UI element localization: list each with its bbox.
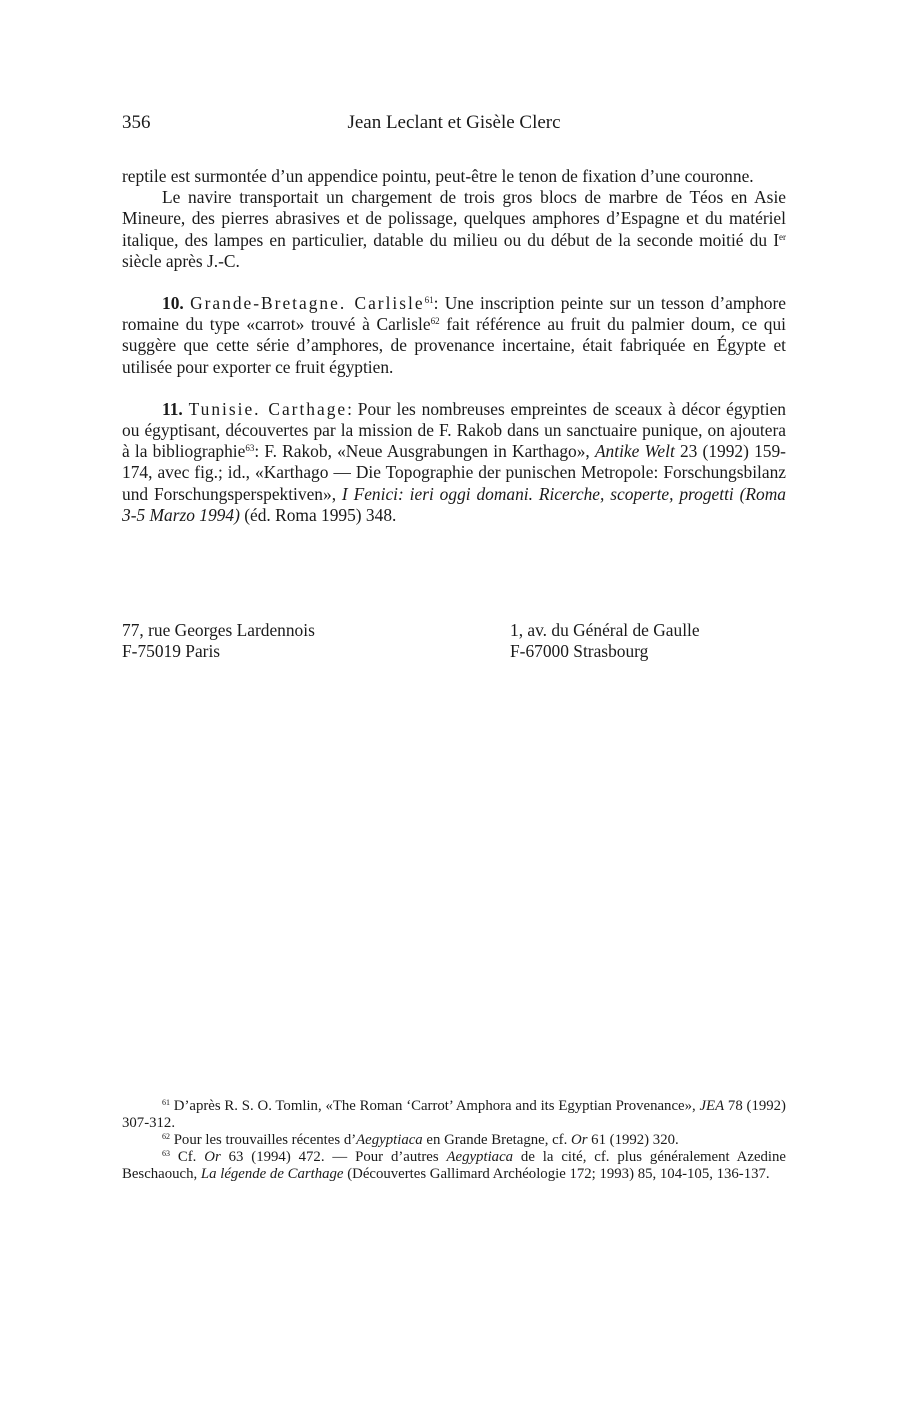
section-place: Tunisie. Carthage bbox=[188, 398, 348, 419]
address-line: F-67000 Strasbourg bbox=[510, 641, 649, 661]
section-place: Grande-Bretagne. Carlisle bbox=[190, 293, 425, 314]
page-header bbox=[122, 112, 786, 140]
footnote-63: $^{63}$ Cf. Or 63 (1994) 472. — Pour d’autres Aegyptiaca de la cité, cf. plus généralement Azedine Beschaouch, La légende de Carthage (Découvertes Gallimard Archéologie 172; 1993) 85, 104-105, 136-137. bbox=[122, 1149, 786, 1182]
section-11: 11. Tunisie. Carthage: Pour les nombreuses empreintes de sceaux à décor égyptien ou égyptisant, découvertes par la mission de F. Rakob dans un sanctuaire punique, on ajoutera à la bibliographie$^{63}$: F. Rakob, «Neue Ausgrabungen in Karthago», Antike Welt 23 (1992) 159-174, avec fig.; id., «Karthago — Die Topographie der punischen Metropole: Forschungsbilanz und Forschungsperspektiven», I Fenici: ieri oggi domani. Ricerche, scoperte, progetti (Roma 3-5 Marzo 1994) (éd. Roma 1995) 348. bbox=[122, 398, 786, 525]
address-left bbox=[122, 620, 315, 662]
footnote-ref[interactable]: 62 bbox=[430, 316, 440, 327]
footnote-ref[interactable]: 61 bbox=[424, 295, 434, 306]
address-line: 1, av. du Général de Gaulle bbox=[510, 620, 700, 640]
footnotes bbox=[122, 1098, 786, 1183]
footnote-61: $^{61}$ D’après R. S. O. Tomlin, «The Roman ‘Carrot’ Amphora and its Egyptian Provenance», JEA 78 (1992) 307-312. bbox=[122, 1098, 786, 1131]
section-number: 10. bbox=[162, 293, 184, 314]
footnote-62: $^{62}$ Pour les trouvailles récentes d’Aegyptiaca en Grande Bretagne, cf. Or 61 (1992) 320. bbox=[162, 1132, 679, 1148]
running-head: Jean Leclant et Gisèle Clerc bbox=[347, 112, 561, 133]
section-10: 10. Grande-Bretagne. Carlisle$^{61}$: Une inscription peinte sur un tesson d’amphore romaine du type «carrot» trouvé à Carlisle$^{62}$ fait référence au fruit du palmier doum, ce qui suggère que cette série d’amphores, de provenance incertaine, était fabriquée en Égypte et utilisée pour exporter ce fruit égyptien. bbox=[122, 293, 786, 377]
paragraph-continuation: reptile est surmontée d’un appendice pointu, peut-être le tenon de fixation d’une couronne. bbox=[122, 166, 754, 186]
main-text bbox=[122, 166, 786, 526]
section-number: 11. bbox=[162, 398, 183, 419]
address-line: 77, rue Georges Lardennois bbox=[122, 620, 315, 640]
page-number: 356 bbox=[122, 112, 151, 133]
address-right bbox=[510, 620, 700, 662]
paragraph-ship-cargo: Le navire transportait un chargement de trois gros blocs de marbre de Téos en Asie Mineure, des pierres abrasives et de polissage, quelques amphores d’Espagne et du matériel italique, des lampes en particulier, datable du milieu ou du début de la seconde moitié du Ier siècle après J.-C. bbox=[122, 187, 786, 271]
address-line: F-75019 Paris bbox=[122, 641, 221, 661]
footnote-ref[interactable]: 63 bbox=[245, 443, 255, 454]
